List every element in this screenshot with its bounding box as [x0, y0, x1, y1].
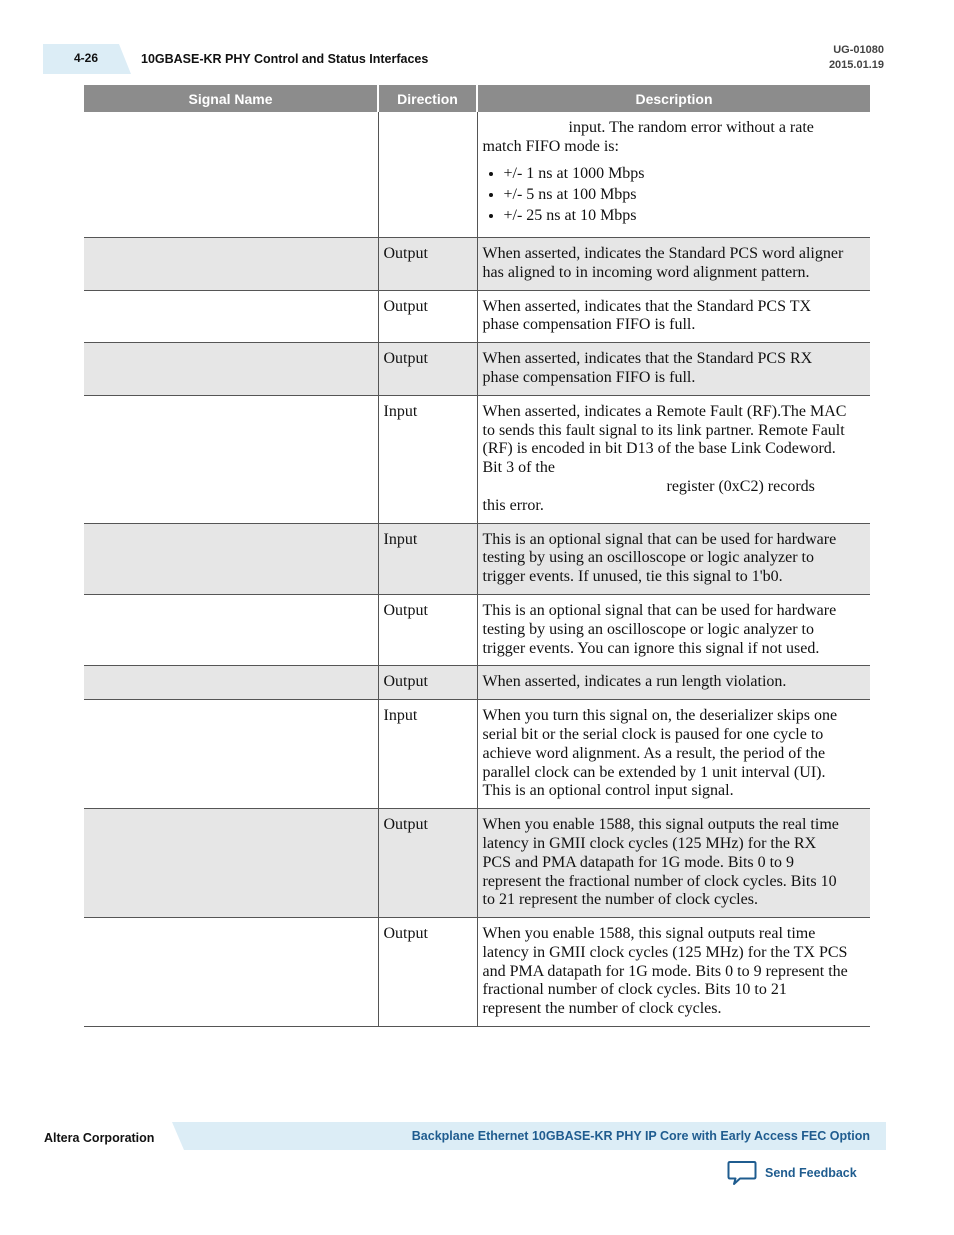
- table-row: [84, 395, 870, 523]
- description-text: register (0xC2) records: [666, 477, 815, 495]
- description-cell: When you turn this signal on, the deserializer skips one serial bit or the serial clock is paused for one cycle to achieve word alignment. As a result, the period of the parallel clock can be extended by 1 unit interval (UI). This is an optional control input signal.: [477, 700, 870, 809]
- signal-cell: [84, 809, 378, 918]
- bullet-item: • +/- 5 ns at 100 Mbps: [504, 186, 849, 205]
- table-row: [84, 700, 870, 809]
- table-row: [84, 594, 870, 665]
- direction-cell: Output: [378, 594, 477, 665]
- signal-cell: [84, 395, 378, 523]
- signal-cell: [84, 918, 378, 1027]
- direction-cell: Input: [378, 523, 477, 594]
- description-text: When asserted, indicates a Remote Fault (RF).The MAC to sends this fault signal to its link partner. Remote Fault (RF) is encoded in bit D13 of the base Link Codeword. Bit 3 of the: [482, 402, 847, 477]
- column-header-signal-name: Signal Name: [84, 85, 378, 112]
- signal-table: [84, 85, 870, 1027]
- description-cell: [477, 395, 870, 523]
- direction-cell: Output: [378, 918, 477, 1027]
- description-cell: [477, 112, 870, 237]
- description-cell: This is an optional signal that can be used for hardware testing by using an oscilloscope or logic analyzer to trigger events. If unused, tie this signal to 1'b0.: [477, 523, 870, 594]
- description-cell: When asserted, indicates the Standard PCS word aligner has aligned to in incoming word alignment pattern.: [477, 237, 870, 290]
- direction-cell: Output: [378, 237, 477, 290]
- table-row: [84, 523, 870, 594]
- table-row: [84, 343, 870, 396]
- table-row: [84, 237, 870, 290]
- description-text: this error.: [482, 496, 544, 514]
- description-cell: When asserted, indicates that the Standard PCS RX phase compensation FIFO is full.: [477, 343, 870, 396]
- signal-cell: [84, 666, 378, 700]
- direction-cell: Output: [378, 809, 477, 918]
- signal-cell: [84, 343, 378, 396]
- doc-date: 2015.01.19: [828, 59, 884, 71]
- direction-cell: Output: [378, 343, 477, 396]
- direction-cell: Output: [378, 666, 477, 700]
- bullet-list: [483, 165, 849, 226]
- signal-cell: [84, 700, 378, 809]
- doc-info: [829, 43, 884, 73]
- signal-cell: [84, 237, 378, 290]
- signal-cell: [84, 594, 378, 665]
- send-feedback-link[interactable]: [727, 1159, 857, 1187]
- description-cell: When you enable 1588, this signal outputs the real time latency in GMII clock cycles (125 MHz) for the RX PCS and PMA datapath for 1G mode. Bits 0 to 9 represent the fractional number of clock cycles. Bits 10 to 21 represent the number of clock cycles.: [477, 809, 870, 918]
- bullet-item: • +/- 25 ns at 10 Mbps: [504, 207, 849, 226]
- description-cell: When asserted, indicates a run length violation.: [477, 666, 870, 700]
- doc-id: UG-01080: [833, 44, 884, 56]
- footer-doc-title-link[interactable]: Backplane Ethernet 10GBASE-KR PHY IP Core with Early Access FEC Option: [411, 1129, 870, 1143]
- signal-cell: [84, 523, 378, 594]
- table-row: [84, 290, 870, 343]
- description-lead: input. The random error without a rate match FIFO mode is:: [482, 119, 814, 155]
- description-cell: When asserted, indicates that the Standard PCS TX phase compensation FIFO is full.: [477, 290, 870, 343]
- table-row: [84, 809, 870, 918]
- direction-cell: Input: [378, 700, 477, 809]
- send-feedback-label: Send Feedback: [765, 1166, 857, 1180]
- column-header-description: Description: [477, 85, 870, 112]
- description-cell: When you enable 1588, this signal outputs real time latency in GMII clock cycles (125 MHz) for the TX PCS and PMA datapath for 1G mode. Bits 0 to 9 represent the fractional number of clock cycles. Bits 10 to 21 represent the number of clock cycles.: [477, 918, 870, 1027]
- footer-corporation: Altera Corporation: [44, 1131, 155, 1145]
- page-number: 4-26: [74, 51, 99, 65]
- signal-cell: [84, 112, 378, 237]
- table-row: [84, 666, 870, 700]
- table-header-row: [84, 85, 870, 112]
- section-title: 10GBASE-KR PHY Control and Status Interfaces: [141, 52, 429, 66]
- column-header-direction: Direction: [378, 85, 477, 112]
- signal-cell: [84, 290, 378, 343]
- bullet-item: • +/- 1 ns at 1000 Mbps: [504, 165, 849, 184]
- direction-cell: [378, 112, 477, 237]
- direction-cell: Output: [378, 290, 477, 343]
- table-row: [84, 112, 870, 237]
- direction-cell: Input: [378, 395, 477, 523]
- table-row: [84, 918, 870, 1027]
- description-cell: This is an optional signal that can be used for hardware testing by using an oscilloscope or logic analyzer to trigger events. You can ignore this signal if not used.: [477, 594, 870, 665]
- speech-bubble-icon: [727, 1159, 757, 1187]
